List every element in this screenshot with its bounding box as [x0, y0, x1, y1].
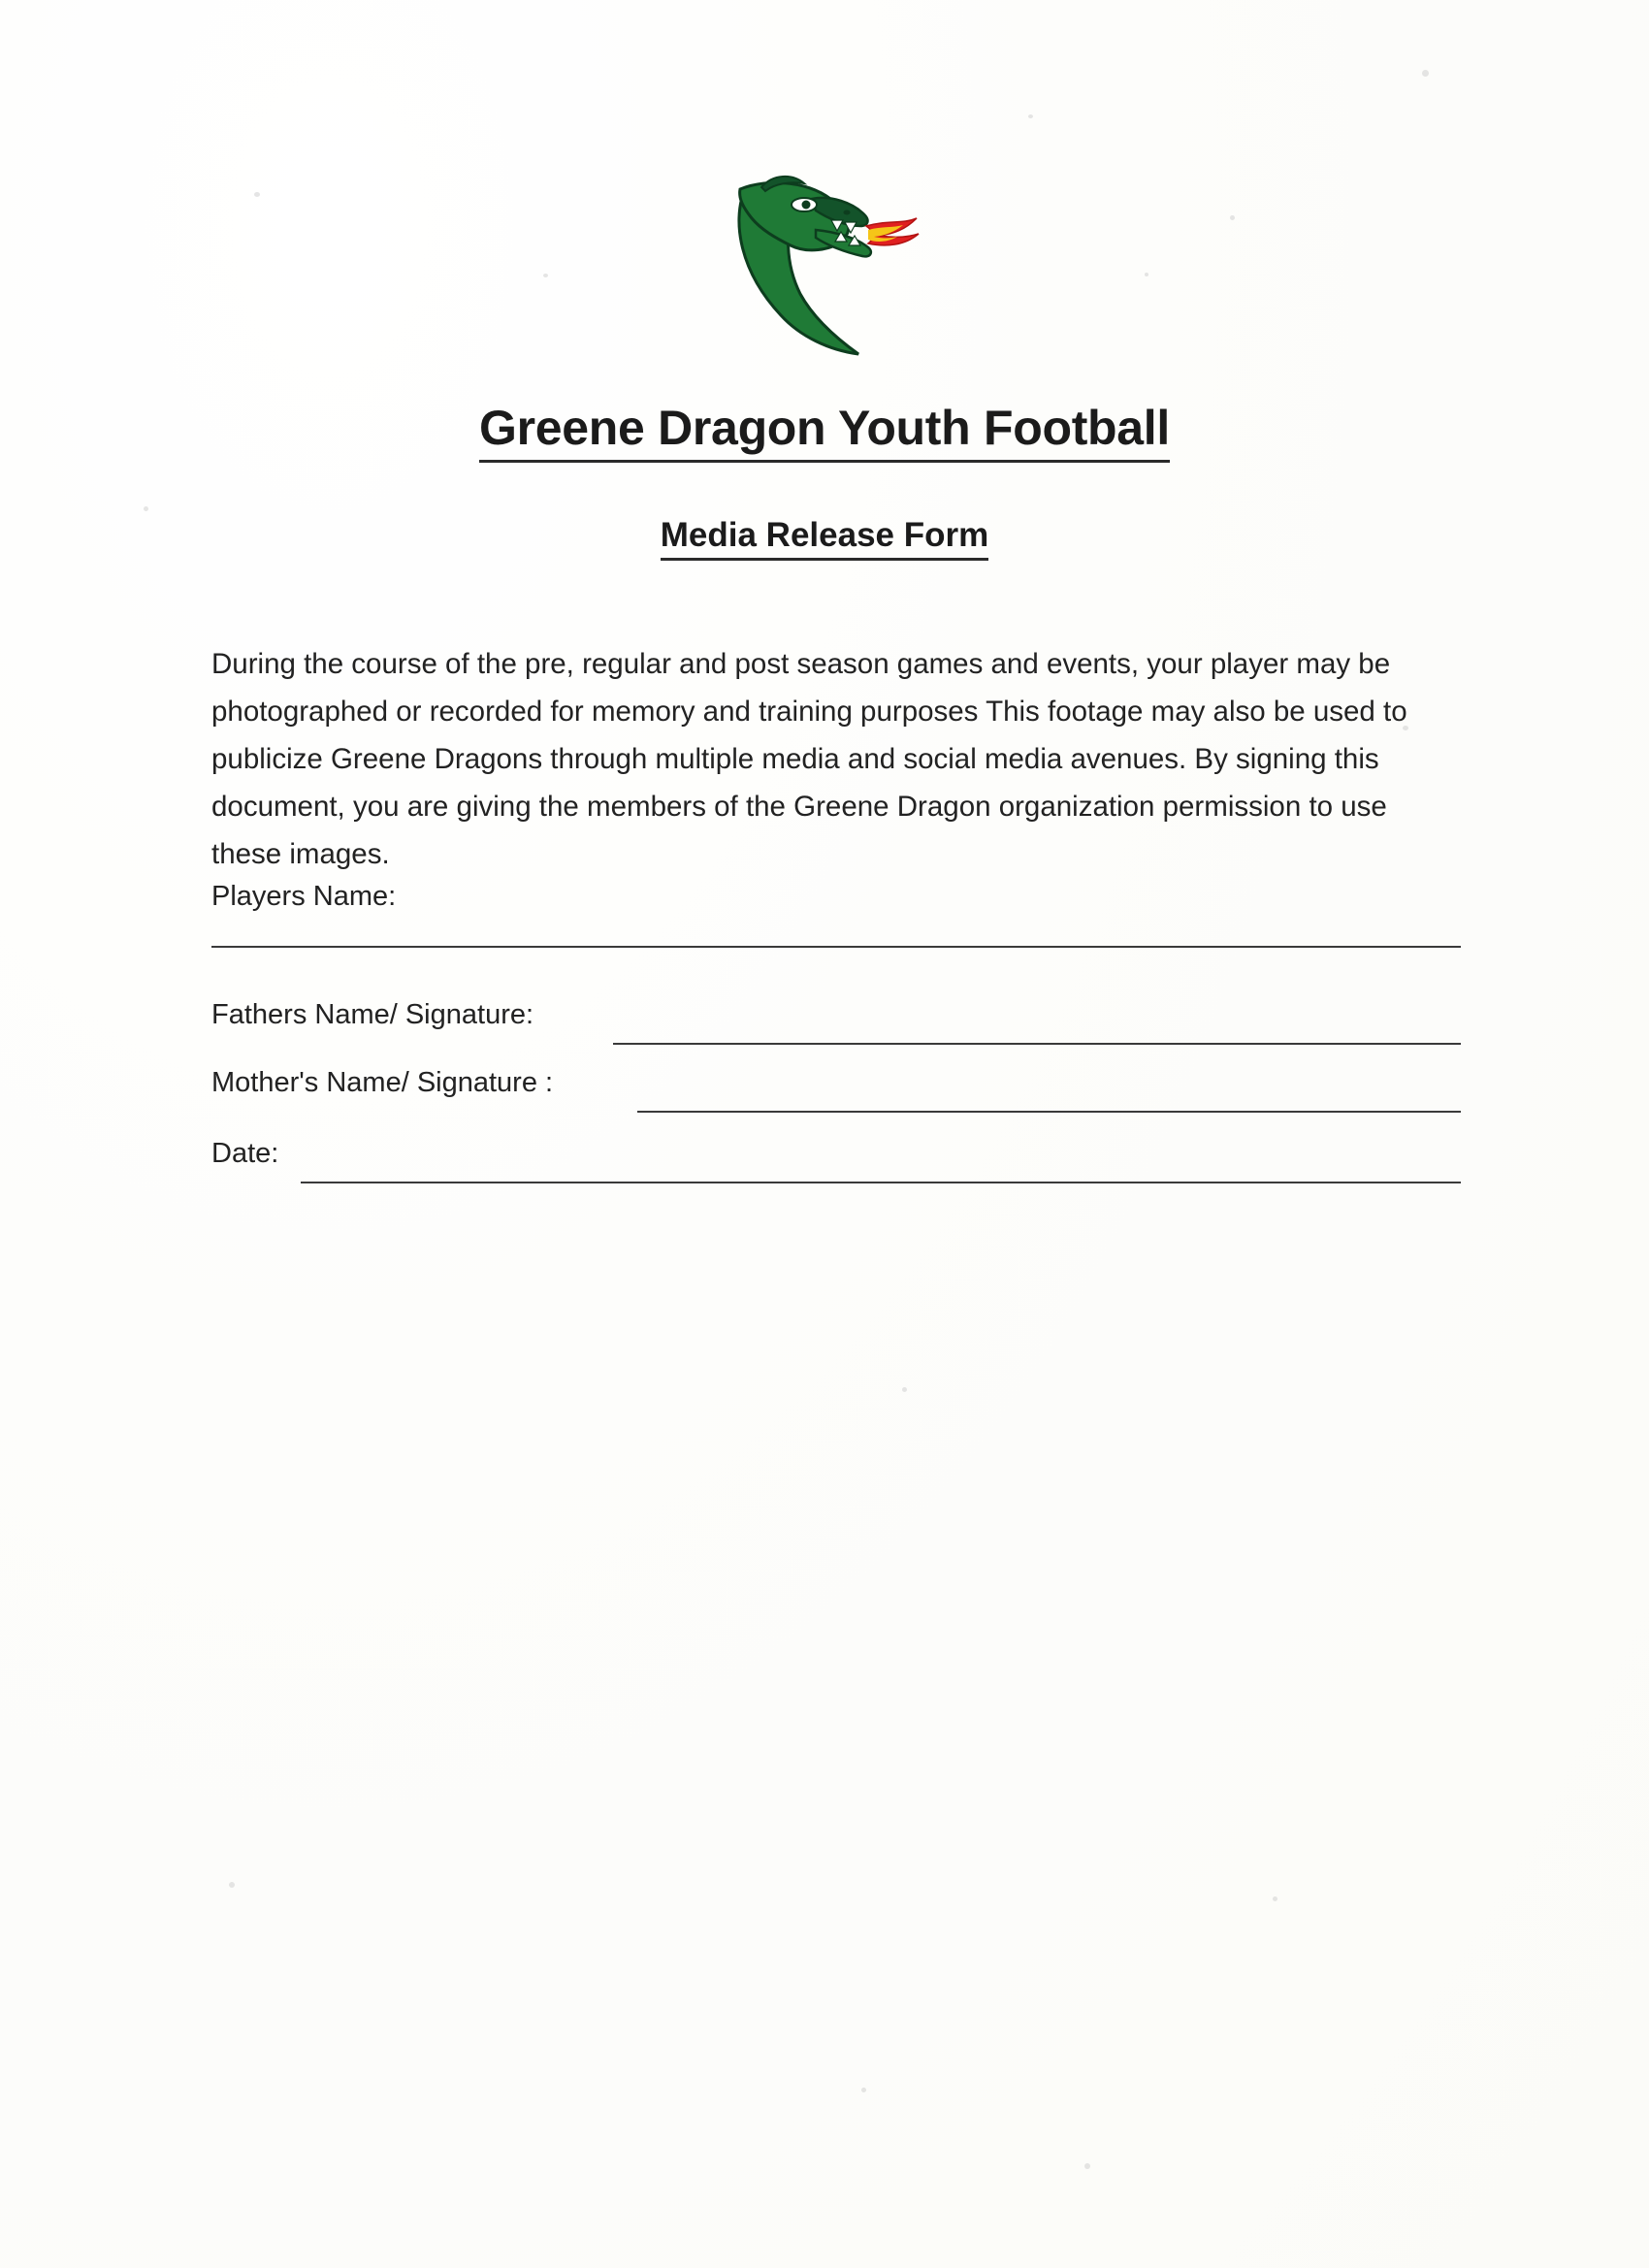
scan-speckle	[1230, 215, 1235, 220]
page-title	[0, 400, 1649, 456]
fathers-name-field	[211, 999, 1463, 1031]
scan-speckle	[861, 2088, 866, 2092]
green-dragon-head-logo	[723, 170, 936, 359]
scan-speckle	[254, 192, 260, 197]
players-name-field	[211, 881, 1463, 913]
scan-speckle	[902, 1387, 907, 1392]
mothers-name-field	[211, 1067, 1463, 1099]
date-input-line[interactable]	[301, 1182, 1461, 1183]
form-title-text: Media Release Form	[661, 516, 988, 561]
scan-speckle	[1145, 273, 1148, 276]
scan-speckle	[1273, 1896, 1277, 1901]
org-title-text: Greene Dragon Youth Football	[479, 401, 1170, 463]
date-field	[211, 1138, 1463, 1170]
consent-paragraph: During the course of the pre, regular and post season games and events, your player may be photographed or recorded for memory and training purposes This footage may also be used to publicize Greene Dragons through multiple media and social media avenues. By signing this document, you are giving the members of the Greene Dragon organization permission to use these images.	[211, 647, 1407, 870]
scan-speckle	[1028, 114, 1033, 118]
mothers-name-label: Mother's Name/ Signature :	[211, 1067, 554, 1098]
scan-speckle	[543, 274, 548, 277]
scan-speckle	[1084, 2163, 1090, 2169]
players-name-label: Players Name:	[211, 881, 397, 912]
mothers-name-input-line[interactable]	[637, 1111, 1461, 1113]
scan-speckle	[1422, 70, 1429, 77]
form-subtitle	[0, 516, 1649, 555]
players-name-input-line[interactable]	[211, 946, 1461, 948]
fathers-name-input-line[interactable]	[613, 1043, 1461, 1045]
scan-speckle	[144, 506, 148, 511]
fathers-name-label: Fathers Name/ Signature:	[211, 999, 534, 1030]
scan-speckle	[229, 1882, 235, 1888]
date-label: Date:	[211, 1138, 279, 1169]
